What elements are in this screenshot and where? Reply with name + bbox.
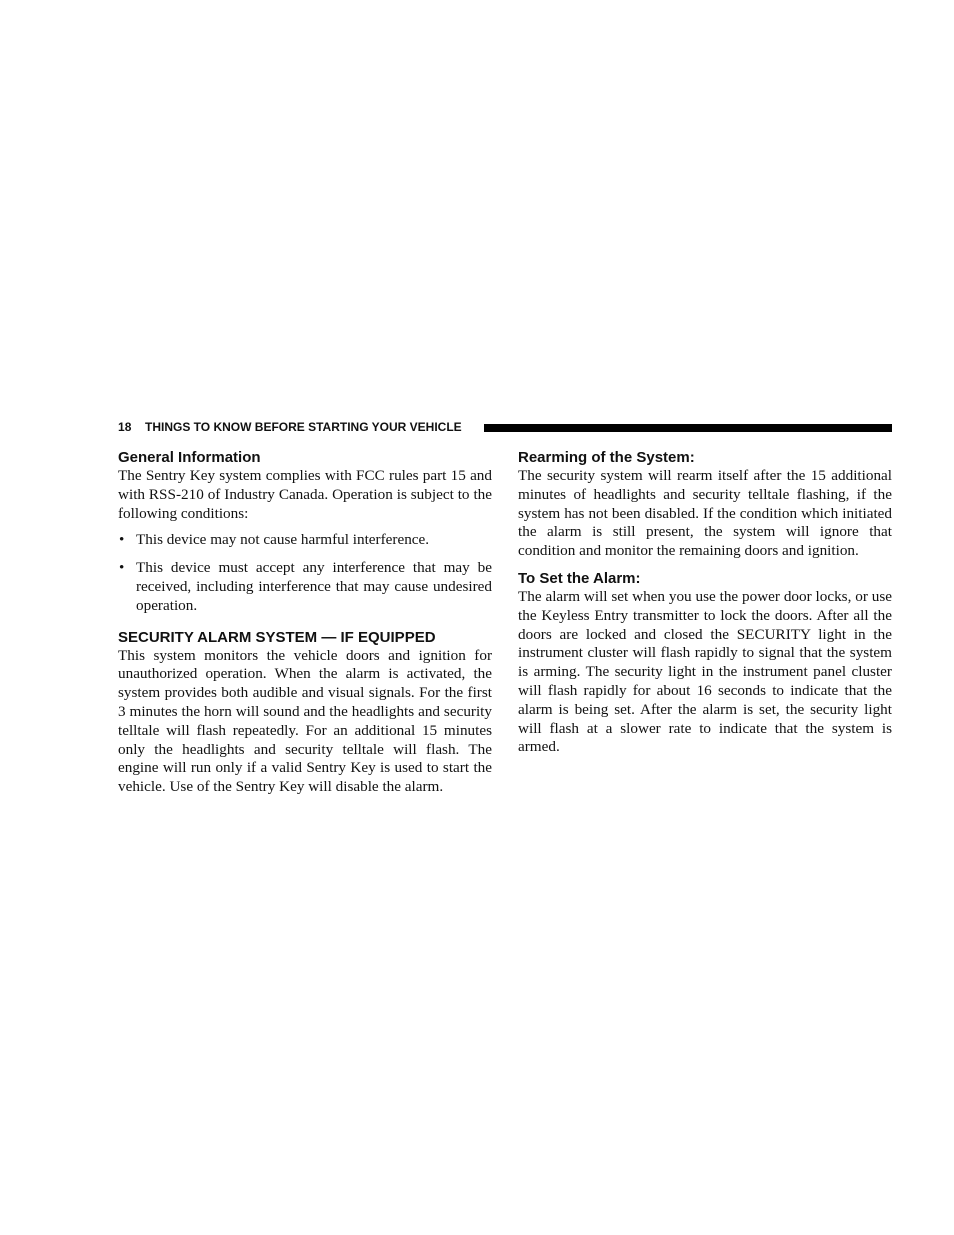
rearming-text: The security system will rearm itself after the 15 additional minutes of headlights and security telltale flashing, if the system has not been disabled. If the condition which initiated the alarm is still present, the system will ignore that condition and monitor the remaining doors and ignition.	[518, 467, 892, 560]
security-alarm-section	[118, 629, 492, 797]
chapter-title: THINGS TO KNOW BEFORE STARTING YOUR VEHICLE	[145, 420, 462, 434]
rearming-heading: Rearming of the System:	[518, 449, 695, 466]
general-information-text: The Sentry Key system complies with FCC rules part 15 and with RSS-210 of Industry Canada. Operation is subject to the following conditions:	[118, 467, 492, 522]
list-item-text: This device must accept any interference that may be received, including interference that may cause undesired operation.	[136, 559, 492, 614]
conditions-list	[118, 531, 492, 615]
left-column	[118, 449, 492, 797]
page-number: 18	[118, 420, 132, 434]
set-alarm-section	[518, 570, 892, 757]
security-alarm-heading: SECURITY ALARM SYSTEM — IF EQUIPPED	[118, 628, 436, 646]
rearming-section	[518, 449, 892, 561]
bullet-icon: •	[119, 531, 125, 549]
set-alarm-text: The alarm will set when you use the power door locks, or use the Keyless Entry transmitter to lock the doors. After all the doors are locked and closed the SECURITY light in the instrument cluster will flash rapidly to signal that the system is arming. The security light in the instrument panel cluster will flash rapidly for about 16 seconds to indicate that the alarm is being set. After the alarm is set, the security light will flash at a slower rate to indicate that the system is armed.	[518, 587, 892, 756]
right-column	[518, 449, 892, 757]
set-alarm-heading: To Set the Alarm:	[518, 569, 641, 587]
general-information-section	[118, 449, 492, 616]
security-alarm-text: This system monitors the vehicle doors and ignition for unauthorized operation. When the alarm is activated, the system provides both audible and visual signals. For the first 3 minutes the horn will sound and the headlights and security telltale will flash repeatedly. For an additional 15 minutes only the headlights and security telltale will flash. The engine will run only if a valid Sentry Key is used to start the vehicle. Use of the Sentry Key will disable the alarm.	[118, 646, 492, 796]
list-item	[118, 531, 492, 550]
list-item-text: This device may not cause harmful interference.	[136, 531, 430, 549]
general-information-heading: General Information	[118, 449, 261, 466]
list-item	[118, 559, 492, 615]
page-header	[118, 419, 892, 437]
header-rule	[484, 424, 892, 432]
bullet-icon: •	[119, 559, 125, 577]
